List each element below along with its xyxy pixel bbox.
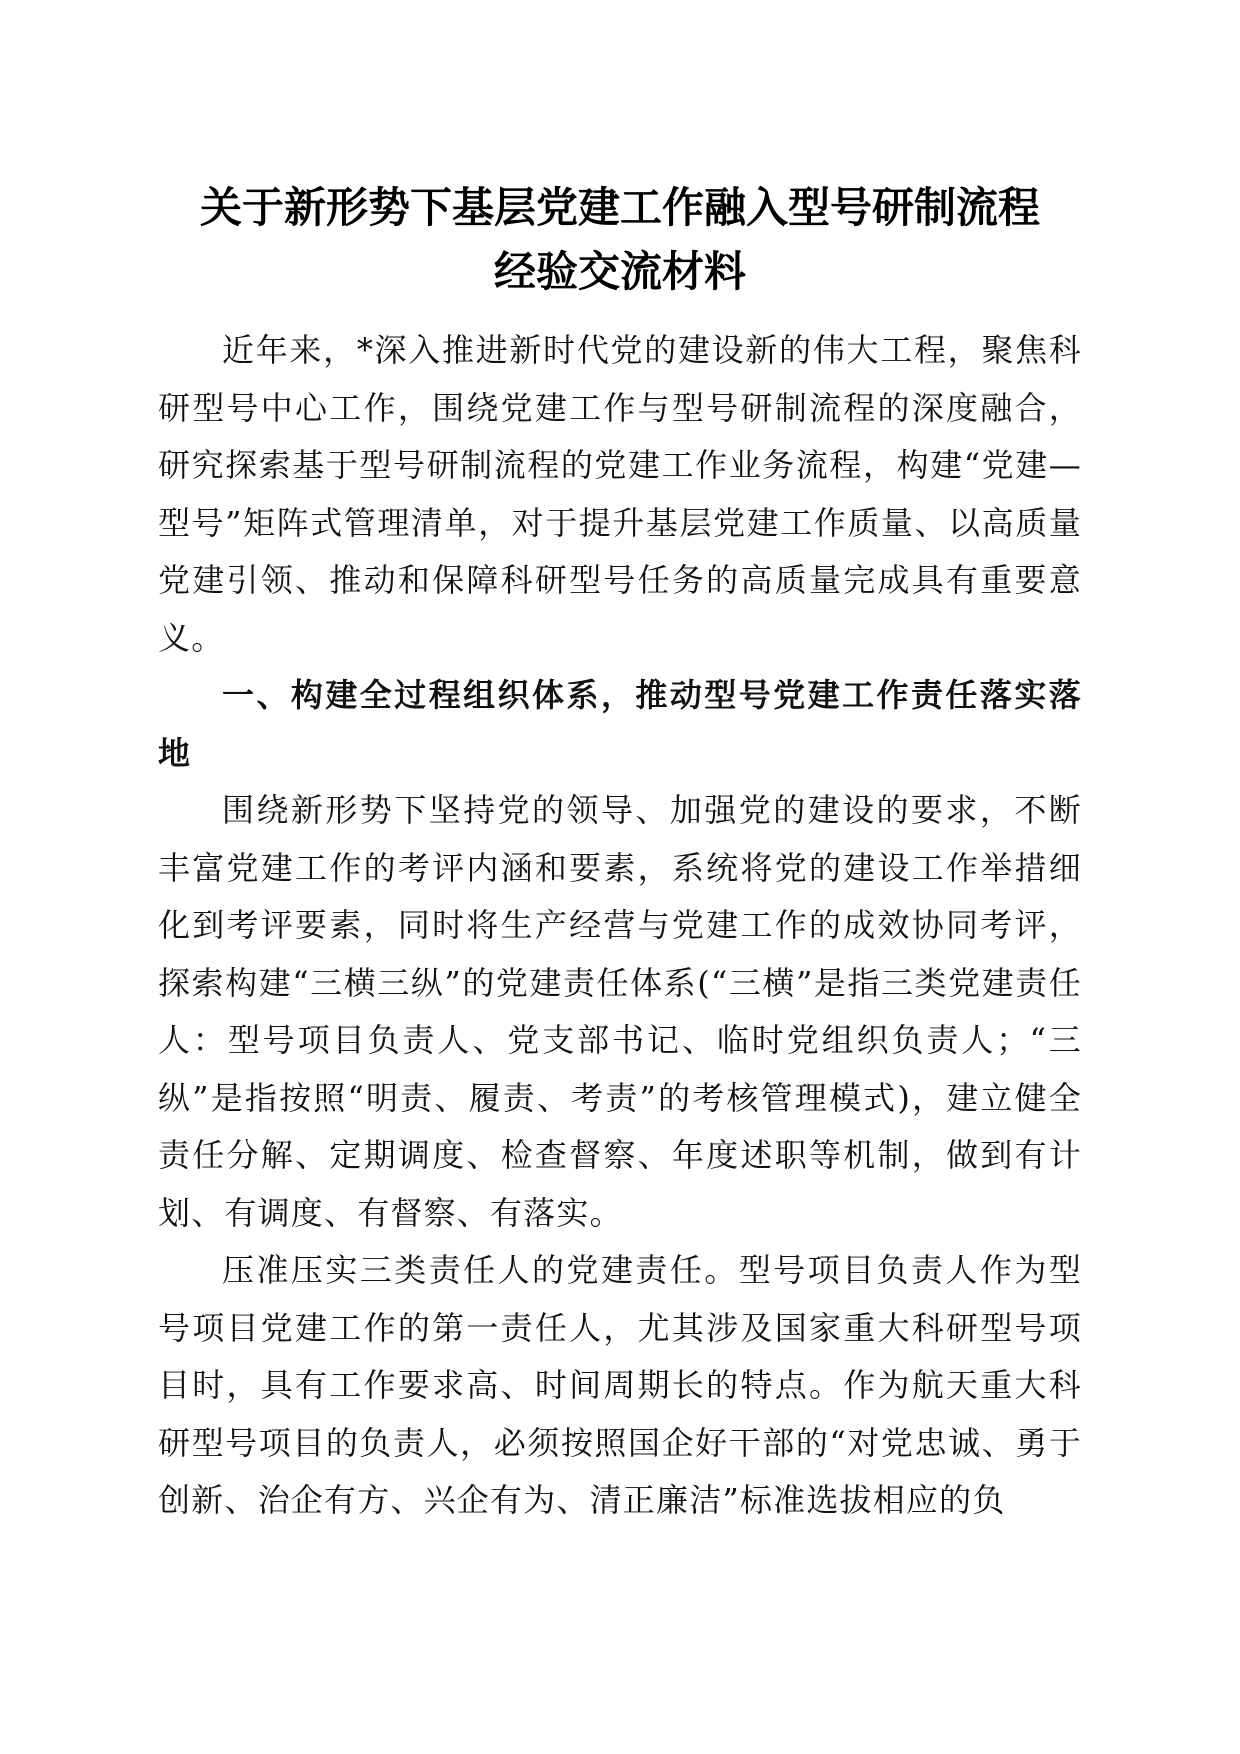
document-title (150, 176, 1090, 304)
paragraph-three-responsible-persons: 压准压实三类责任人的党建责任。型号项目负责人作为型号项目党建工作的第一责任人，尤其涉及国家重大科研型号项目时，具有工作要求高、时间周期长的特点。作为航天重大科研型号项目的负责人，必须按照国企好干部的“对党忠诚、勇于创新、治企有方、兴企有为、清正廉洁”标准选拔相应的负 (158, 1251, 1082, 1519)
title-line-2: 经验交流材料 (493, 247, 746, 296)
paragraph-responsibility-system: 围绕新形势下坚持党的领导、加强党的建设的要求，不断丰富党建工作的考评内涵和要素，系统将党的建设工作举措细化到考评要素，同时将生产经营与党建工作的成效协同考评，探索构建“三横三纵”的党建责任体系(“三横”是指三类党建责任人：型号项目负责人、党支部书记、临时党组织负责人；“三纵”是指按照“明责、履责、考责”的考核管理模式)，建立健全责任分解、定期调度、检查督察、年度述职等机制，做到有计划、有调度、有督察、有落实。 (158, 791, 1082, 1232)
title-line-1: 关于新形势下基层党建工作融入型号研制流程 (199, 183, 1040, 232)
section-heading-1: 一、构建全过程组织体系，推动型号党建工作责任落实落地 (158, 676, 1082, 772)
document-body (158, 322, 1082, 1530)
paragraph-intro: 近年来，*深入推进新时代党的建设新的伟大工程，聚焦科研型号中心工作，围绕党建工作与型号研制流程的深度融合，研究探索基于型号研制流程的党建工作业务流程，构建“党建—型号”矩阵式管理清单，对于提升基层党建工作质量、以高质量党建引领、推动和保障科研型号任务的高质量完成具有重要意义。 (158, 331, 1082, 657)
